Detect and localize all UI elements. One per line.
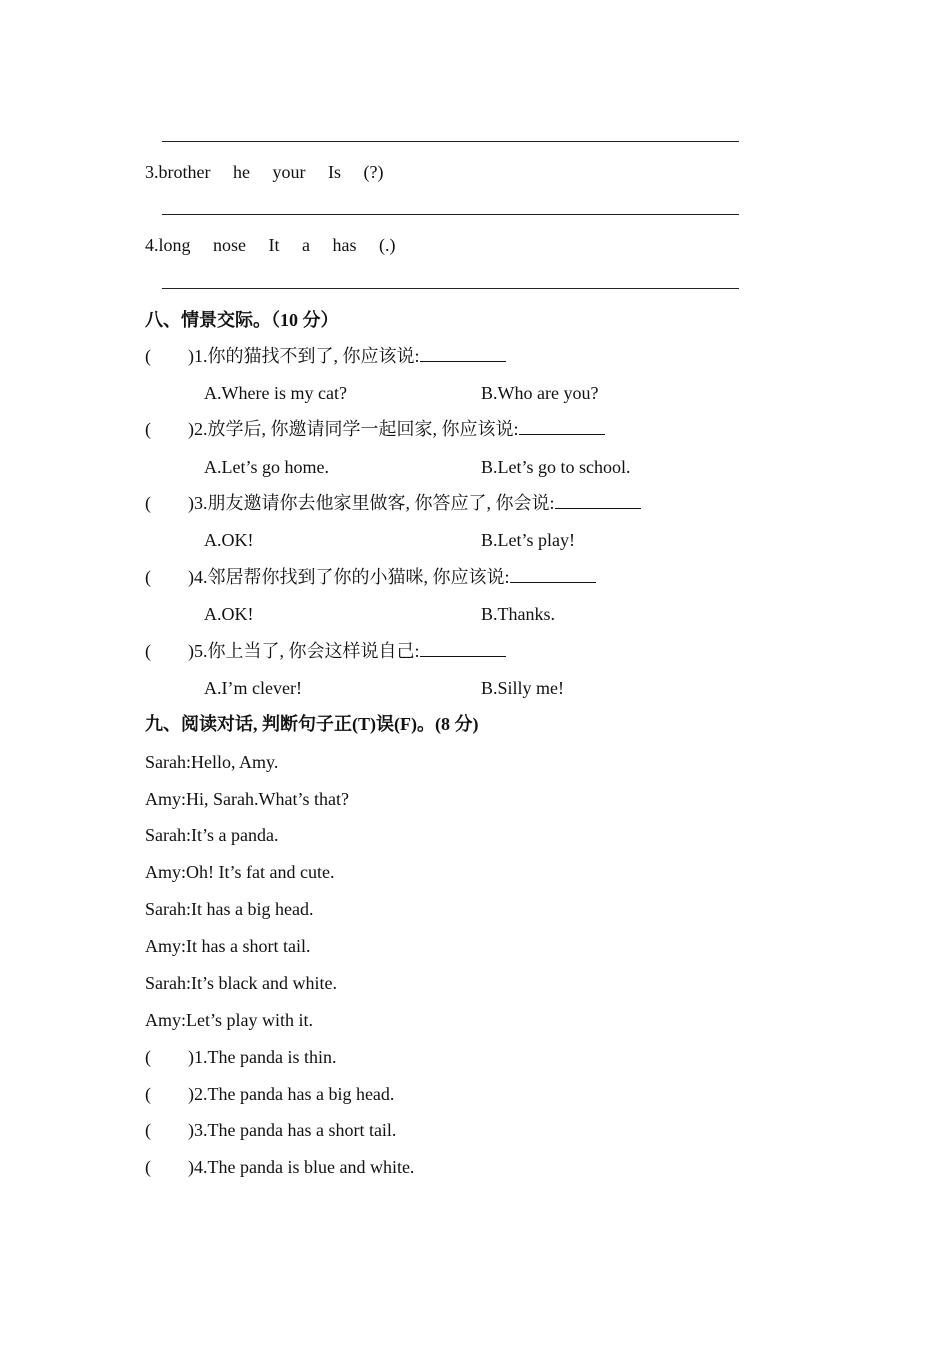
answer-blank[interactable] [510, 568, 596, 583]
word: a [302, 235, 311, 255]
word: long [158, 235, 191, 255]
word: your [272, 162, 306, 182]
answer-blank[interactable] [420, 642, 506, 657]
word: Is [327, 162, 341, 182]
section-9-title: 九、阅读对话, 判断句子正(T)误(F)。(8 分) [145, 714, 479, 734]
answer-paren: ( [145, 567, 151, 587]
answer-paren: ( [145, 641, 151, 661]
section-8-item-5 [0, 642, 950, 660]
dialogue-line: Sarah:It’s black and white. [145, 973, 337, 993]
option-a: A.Let’s go home. [204, 457, 329, 477]
question-number: 3. [145, 162, 159, 182]
answer-paren: ( [145, 493, 151, 513]
answer-line [162, 214, 739, 215]
statement-3 [0, 1121, 950, 1139]
rearrange-question-4 [145, 236, 396, 254]
word: he [232, 162, 250, 182]
dialogue-line: Sarah:It’s a panda. [145, 825, 279, 845]
section-8-item-1 [0, 347, 950, 365]
answer-line [162, 141, 739, 142]
statement-2 [0, 1085, 950, 1103]
word: brother [158, 162, 211, 182]
answer-paren[interactable]: ( [145, 1157, 151, 1177]
question-prompt: )5.你上当了, 你会这样说自己: [188, 642, 506, 660]
word: (.) [379, 235, 396, 255]
statement-text: )3.The panda has a short tail. [188, 1120, 397, 1140]
statement-text: )2.The panda has a big head. [188, 1084, 395, 1104]
section-8-options-2 [0, 458, 950, 476]
section-8-options-3 [0, 531, 950, 549]
section-8-options-1 [0, 384, 950, 402]
answer-blank[interactable] [519, 420, 605, 435]
section-8-item-2 [0, 420, 950, 438]
dialogue-line: Sarah:Hello, Amy. [145, 752, 279, 772]
question-number: 4. [145, 235, 159, 255]
answer-paren: ( [145, 419, 151, 439]
option-b: B.Let’s play! [481, 530, 575, 550]
dialogue-line: Amy:Oh! It’s fat and cute. [145, 862, 335, 882]
dialogue-line: Amy:Hi, Sarah.What’s that? [145, 789, 349, 809]
section-8-title: 八、情景交际。（10 分） [145, 310, 339, 330]
question-prompt: )4.邻居帮你找到了你的小猫咪, 你应该说: [188, 568, 596, 586]
option-a: A.Where is my cat? [204, 383, 347, 403]
option-a: A.OK! [204, 604, 254, 624]
dialogue-line: Amy:Let’s play with it. [145, 1010, 313, 1030]
section-8-options-5 [0, 679, 950, 697]
statement-4 [0, 1158, 950, 1176]
option-b: B.Thanks. [481, 604, 555, 624]
option-b: B.Silly me! [481, 678, 565, 698]
answer-paren[interactable]: ( [145, 1120, 151, 1140]
dialogue-line: Amy:It has a short tail. [145, 936, 311, 956]
option-b: B.Let’s go to school. [481, 457, 631, 477]
statement-1 [0, 1048, 950, 1066]
word: (?) [363, 162, 384, 182]
section-8-item-4 [0, 568, 950, 586]
answer-paren: ( [145, 346, 151, 366]
statement-text: )1.The panda is thin. [188, 1047, 337, 1067]
dialogue-line: Sarah:It has a big head. [145, 899, 314, 919]
answer-paren[interactable]: ( [145, 1084, 151, 1104]
question-prompt: )3.朋友邀请你去他家里做客, 你答应了, 你会说: [188, 494, 641, 512]
question-prompt: )1.你的猫找不到了, 你应该说: [188, 347, 506, 365]
option-b: B.Who are you? [481, 383, 599, 403]
word: has [332, 235, 357, 255]
statement-text: )4.The panda is blue and white. [188, 1157, 415, 1177]
word: nose [213, 235, 247, 255]
answer-blank[interactable] [420, 347, 506, 362]
option-a: A.OK! [204, 530, 254, 550]
section-8-item-3 [0, 494, 950, 512]
word: It [268, 235, 280, 255]
question-prompt: )2.放学后, 你邀请同学一起回家, 你应该说: [188, 420, 605, 438]
section-8-options-4 [0, 605, 950, 623]
answer-blank[interactable] [555, 494, 641, 509]
answer-line [162, 288, 739, 289]
rearrange-question-3 [145, 163, 383, 181]
answer-paren[interactable]: ( [145, 1047, 151, 1067]
option-a: A.I’m clever! [204, 678, 302, 698]
